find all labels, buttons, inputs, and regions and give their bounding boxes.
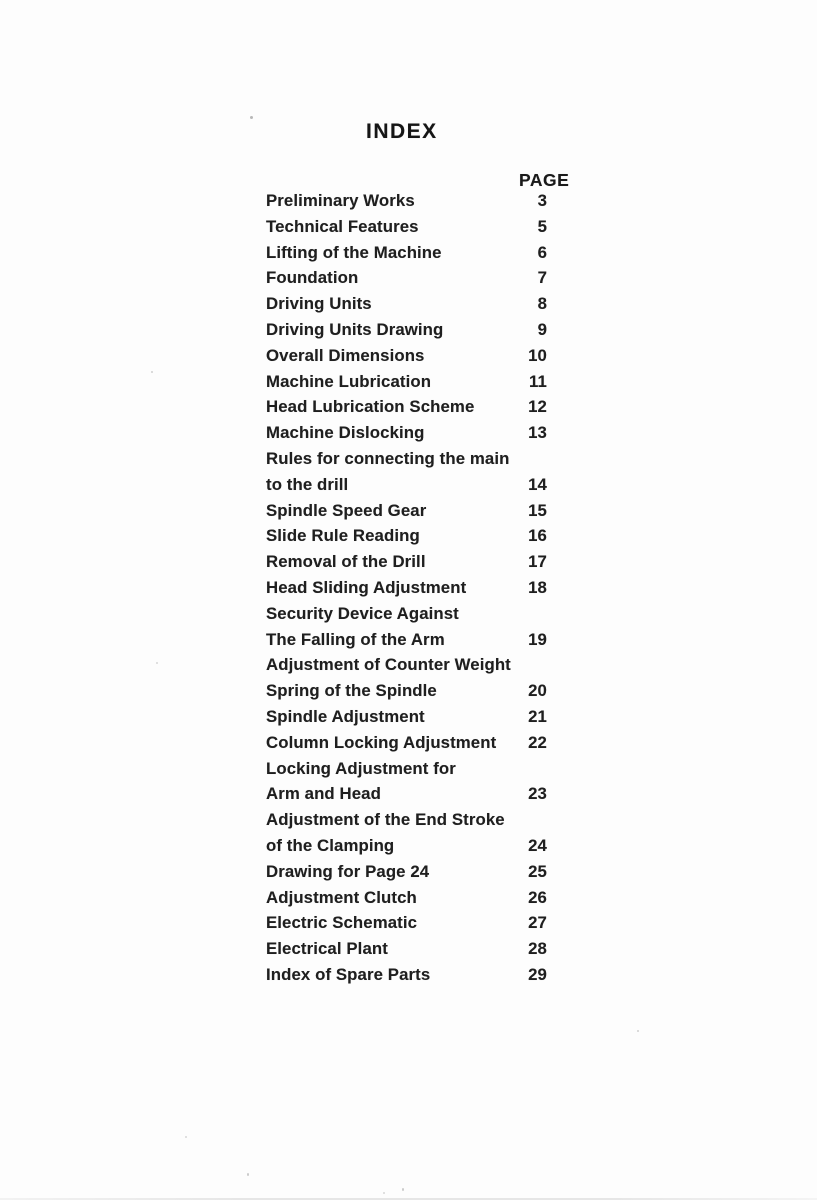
- toc-row: [266, 217, 547, 243]
- toc-entry-label: Machine Lubrication: [266, 371, 432, 391]
- toc-entry-page-number: 18: [528, 577, 547, 597]
- toc-entry-label: Slide Rule Reading: [266, 526, 420, 546]
- toc-entry-label: to the drill: [266, 474, 349, 494]
- toc-entry-label: The Falling of the Arm: [266, 629, 445, 649]
- toc-entry-label: Adjustment of the End Stroke: [266, 810, 505, 830]
- toc-row: [266, 862, 547, 888]
- toc-row: [266, 681, 547, 707]
- toc-entry-page-number: 23: [528, 784, 547, 804]
- toc-row: [266, 836, 547, 862]
- toc-entry-label: Arm and Head: [266, 784, 381, 804]
- toc-row: [266, 501, 547, 527]
- toc-entry-label: Column Locking Adjustment: [266, 732, 497, 752]
- scan-speck: [156, 662, 158, 664]
- toc-row: [266, 526, 547, 552]
- toc-row: [266, 191, 547, 217]
- toc-entry-label: Head Lubrication Scheme: [266, 397, 475, 417]
- toc-row: [266, 888, 547, 914]
- scan-speck: [247, 1173, 249, 1176]
- toc-entry-page-number: 29: [528, 964, 547, 984]
- toc-entry-page-number: 19: [528, 629, 547, 649]
- toc-entry-label: Index of Spare Parts: [266, 964, 431, 984]
- toc-row: [266, 939, 547, 965]
- page-column-header: PAGE: [519, 170, 570, 190]
- toc-row: [266, 707, 547, 733]
- toc-entry-label: Technical Features: [266, 216, 419, 236]
- toc-entry-page-number: 6: [537, 242, 547, 262]
- toc-row: [266, 423, 547, 449]
- toc-entry-page-number: 27: [528, 913, 547, 933]
- toc-entry-label: Electric Schematic: [266, 913, 418, 933]
- toc-entry-label: Spindle Speed Gear: [266, 500, 427, 520]
- toc-entry-label: Drawing for Page 24: [266, 861, 430, 881]
- table-of-contents: [266, 191, 547, 991]
- toc-row: [266, 294, 547, 320]
- toc-entry-label: Spring of the Spindle: [266, 681, 437, 701]
- toc-entry-label: Driving Units Drawing: [266, 319, 444, 339]
- toc-row: [266, 759, 547, 785]
- toc-entry-label: Locking Adjustment for: [266, 758, 456, 778]
- toc-entry-label: Removal of the Drill: [266, 552, 426, 572]
- toc-row: [266, 552, 547, 578]
- toc-entry-label: Lifting of the Machine: [266, 242, 442, 262]
- toc-row: [266, 655, 547, 681]
- toc-entry-label: Head Sliding Adjustment: [266, 577, 467, 597]
- toc-row: [266, 913, 547, 939]
- toc-entry-page-number: 3: [537, 191, 547, 210]
- toc-entry-label: Adjustment of Counter Weight: [266, 655, 511, 675]
- toc-entry-label: Machine Dislocking: [266, 423, 425, 443]
- scan-speck: [151, 371, 153, 373]
- toc-entry-page-number: 26: [528, 887, 547, 907]
- toc-entry-page-number: 7: [537, 268, 547, 288]
- toc-row: [266, 810, 547, 836]
- toc-entry-page-number: 5: [537, 216, 547, 236]
- toc-row: [266, 320, 547, 346]
- toc-entry-page-number: 15: [528, 500, 547, 520]
- toc-entry-label: Overall Dimensions: [266, 345, 425, 365]
- toc-entry-page-number: 28: [528, 939, 547, 959]
- toc-row: [266, 630, 547, 656]
- toc-entry-page-number: 22: [528, 732, 547, 752]
- toc-row: [266, 784, 547, 810]
- toc-row: [266, 733, 547, 759]
- toc-entry-page-number: 20: [528, 681, 547, 701]
- toc-row: [266, 449, 547, 475]
- toc-entry-label: Preliminary Works: [266, 191, 415, 210]
- toc-entry-label: Foundation: [266, 268, 359, 288]
- toc-row: [266, 475, 547, 501]
- toc-entry-page-number: 9: [537, 319, 547, 339]
- toc-row: [266, 604, 547, 630]
- scan-speck: [402, 1188, 404, 1191]
- scan-speck: [383, 1192, 385, 1194]
- page-title: INDEX: [366, 120, 438, 143]
- toc-entry-label: Adjustment Clutch: [266, 887, 417, 907]
- scan-speck: [250, 116, 253, 119]
- toc-entry-page-number: 11: [529, 371, 547, 391]
- toc-entry-page-number: 13: [528, 423, 547, 443]
- toc-entry-label: Electrical Plant: [266, 939, 388, 959]
- toc-row: [266, 243, 547, 269]
- toc-entry-label: of the Clamping: [266, 835, 395, 855]
- toc-entry-page-number: 10: [528, 345, 547, 365]
- toc-row: [266, 578, 547, 604]
- toc-row: [266, 372, 547, 398]
- scan-speck: [185, 1136, 187, 1138]
- toc-entry-label: Driving Units: [266, 294, 372, 314]
- toc-entry-page-number: 12: [528, 397, 547, 417]
- toc-entry-label: Rules for connecting the main: [266, 448, 510, 468]
- toc-entry-page-number: 14: [528, 474, 547, 494]
- toc-entry-page-number: 16: [528, 526, 547, 546]
- toc-row: [266, 268, 547, 294]
- toc-entry-page-number: 25: [528, 861, 547, 881]
- scan-speck: [637, 1030, 639, 1032]
- toc-row: [266, 346, 547, 372]
- toc-entry-label: Spindle Adjustment: [266, 706, 425, 726]
- toc-entry-page-number: 17: [528, 552, 547, 572]
- toc-entry-page-number: 21: [528, 706, 547, 726]
- toc-row: [266, 397, 547, 423]
- toc-entry-page-number: 24: [528, 835, 547, 855]
- toc-row: [266, 965, 547, 991]
- toc-entry-page-number: 8: [537, 294, 547, 314]
- toc-entry-label: Security Device Against: [266, 603, 459, 623]
